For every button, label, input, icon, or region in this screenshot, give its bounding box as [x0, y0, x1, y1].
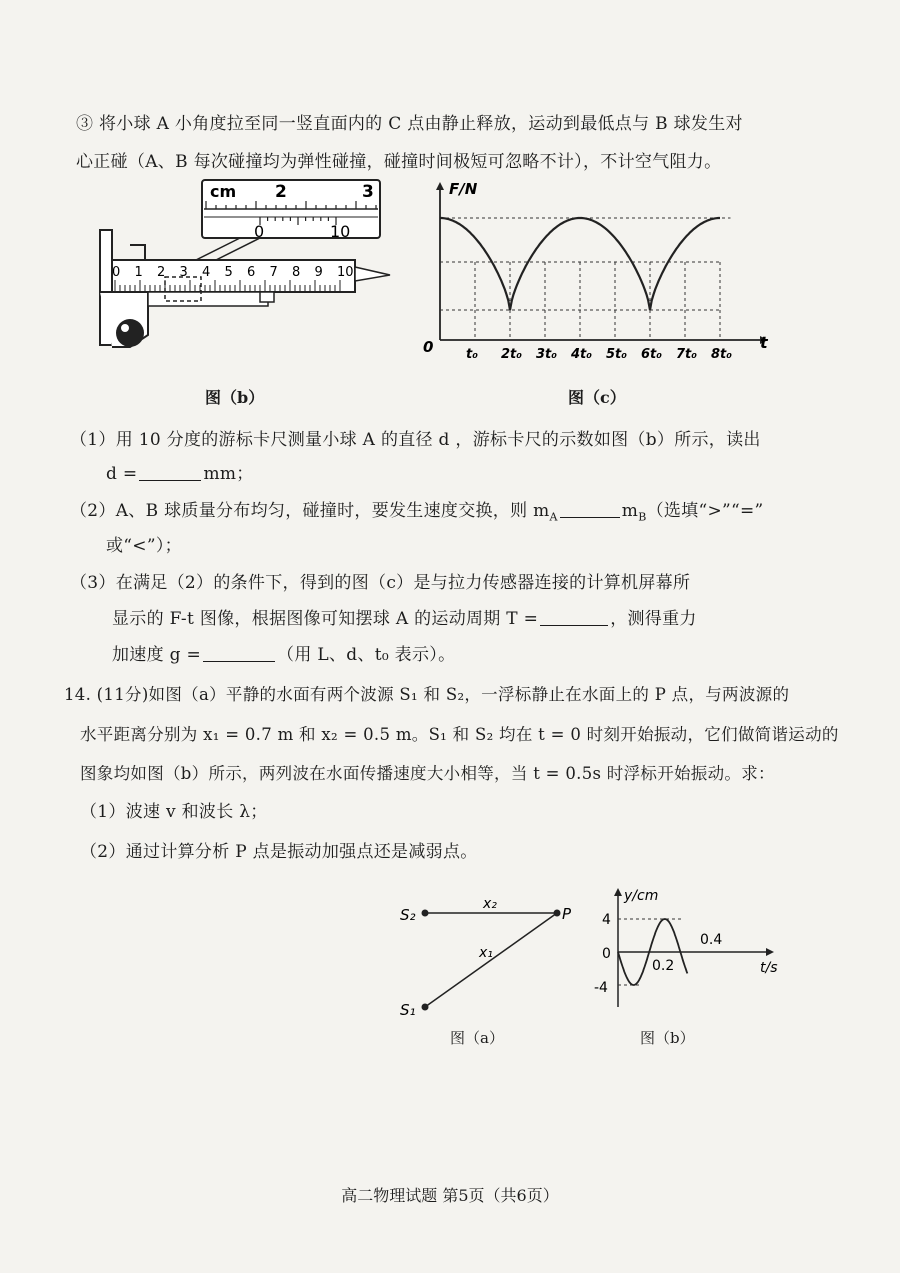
q14-part1: （1）波速 v 和波长 λ； [80, 802, 268, 822]
body-scale-label: 9 [314, 265, 323, 280]
answer-blank-mass[interactable] [560, 501, 620, 518]
step3-line2: 心正碰（A、B 每次碰撞均为弹性碰撞，碰撞时间极短可忽略不计），不计空气阻力。 [76, 152, 722, 172]
step3-line1: ③ 将小球 A 小角度拉至同一竖直面内的 C 点由静止释放，运动到最低点与 B 球发生对 [76, 114, 743, 134]
x-tick-label: 6t₀ [641, 347, 662, 362]
x-tick-label: 7t₀ [676, 347, 697, 362]
q13-part3-line3: 加速度 g = （用 L、d、t₀ 表示）。 [112, 645, 456, 665]
x-tick-04: 0.4 [700, 932, 723, 948]
y-tick-0: 0 [602, 946, 611, 962]
body-scale-label: 3 [179, 265, 188, 280]
main-scale-label-3: 3 [362, 182, 374, 202]
wave-y-label: y/cm [624, 888, 659, 904]
source-s2-dot [422, 910, 429, 917]
q13-part1-line1: （1）用 10 分度的游标卡尺测量小球 A 的直径 d ，游标卡尺的示数如图（b）所示，读出 [70, 430, 761, 450]
body-scale-label: 4 [202, 265, 211, 280]
ball-icon [116, 319, 144, 347]
source-s1-dot [422, 1004, 429, 1011]
vernier-label-0: 0 [254, 222, 265, 241]
fig-a-caption: 图（a） [450, 1029, 504, 1047]
page-footer: 高二物理试题 第5页（共6页） [341, 1186, 559, 1205]
q13-part1-line2 [106, 462, 254, 486]
y-axis-label: F/N [449, 180, 478, 198]
label-p: P [562, 905, 572, 923]
label-s2: S₂ [400, 906, 416, 924]
caliper-figure [90, 175, 410, 365]
float-p-dot [554, 910, 561, 917]
q14-line1: 14. (11分)如图（a）平静的水面有两个波源 S₁ 和 S₂，一浮标静止在水面上的 P 点，与两波源的 [64, 685, 790, 704]
x-tick-label: 2t₀ [501, 347, 522, 362]
origin-label: 0 [423, 338, 434, 356]
q13-part3-line1: （3）在满足（2）的条件下，得到的图（c）是与拉力传感器连接的计算机屏幕所 [70, 573, 691, 593]
force-time-chart [415, 180, 775, 370]
q13-part2-line1: （2）A、B 球质量分布均匀，碰撞时，要发生速度交换，则 $m_A$ $m_B$（选填“>”“=” [70, 501, 764, 524]
x-tick-label: 3t₀ [536, 347, 557, 362]
body-scale-label: 10 [337, 265, 354, 280]
main-scale-label-2: 2 [275, 182, 287, 202]
x-tick-label: 5t₀ [606, 347, 627, 362]
x-tick-label: 8t₀ [711, 347, 732, 362]
q13-part3-line2: 显示的 F-t 图像，根据图像可知摆球 A 的运动周期 T = ，测得重力 [112, 609, 697, 629]
body-scale-label: 5 [224, 265, 233, 280]
x-tick-02: 0.2 [652, 958, 675, 974]
q13-d-unit: mm； [203, 464, 254, 484]
fig-b-wave-caption: 图（b） [640, 1029, 695, 1047]
q14-line2: 水平距离分别为 x₁ = 0.7 m 和 x₂ = 0.5 m。S₁ 和 S₂ 均在 t = 0 时刻开始振动，它们做简谐运动的 [80, 725, 839, 744]
main-scale-unit: cm [210, 182, 237, 201]
label-s1: S₁ [400, 1001, 416, 1019]
q14-line3: 图象均如图（b）所示，两列波在水面传播速度大小相等，当 t = 0.5s 时浮标开始振动。求： [80, 764, 775, 783]
x-tick-label: 4t₀ [571, 347, 592, 362]
wave-sources-diagram [395, 895, 595, 1025]
wave-x-label: t/s [760, 960, 778, 976]
label-x1: x₁ [479, 945, 493, 961]
answer-blank-g[interactable] [203, 645, 275, 662]
fig-b-caption: 图（b） [205, 388, 265, 407]
label-x2: x₂ [483, 896, 497, 912]
body-scale-label: 6 [247, 265, 256, 280]
answer-blank-d[interactable] [139, 464, 201, 481]
x-axis-label: t [760, 333, 768, 352]
body-scale-label: 1 [134, 265, 143, 280]
q13-d-label: d = [106, 464, 138, 484]
wave-chart [590, 882, 790, 1012]
q14-part2: （2）通过计算分析 P 点是振动加强点还是减弱点。 [80, 842, 478, 862]
y-tick-neg4: -4 [594, 980, 608, 996]
q13-part2-line2: 或“<”）； [106, 536, 182, 556]
body-scale-label: 8 [292, 265, 301, 280]
body-scale-label: 2 [157, 265, 166, 280]
vernier-label-10: 10 [330, 222, 351, 241]
body-scale-label: 0 [112, 265, 121, 280]
fig-c-caption: 图（c） [568, 388, 626, 407]
answer-blank-period[interactable] [540, 609, 608, 626]
body-scale-label: 7 [269, 265, 278, 280]
y-tick-4: 4 [602, 912, 611, 928]
x-tick-label: t₀ [466, 347, 478, 362]
